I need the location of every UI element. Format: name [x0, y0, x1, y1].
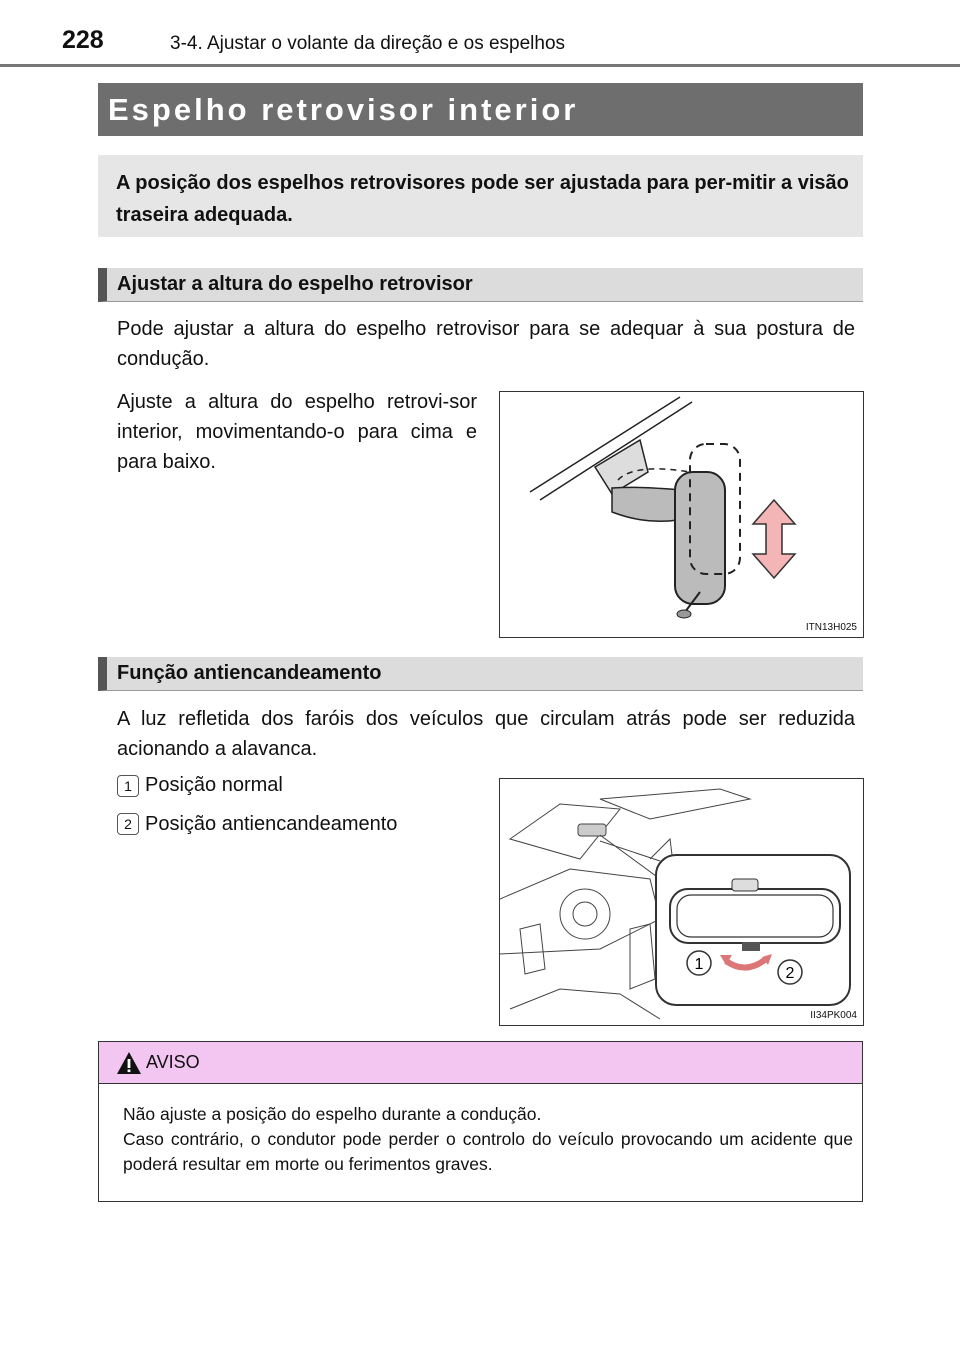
- list-item-number: 1: [117, 775, 139, 797]
- figure-code: II34PK004: [810, 1010, 857, 1021]
- warning-box: [98, 1041, 863, 1202]
- warning-line: Não ajuste a posição do espelho durante a condução.: [123, 1104, 542, 1124]
- mirror-height-figure: [499, 391, 864, 638]
- page-number: 228: [62, 26, 104, 54]
- section-height-instruction: Ajuste a altura do espelho retrovi-sor interior, movimentando-o para cima e para baixo.: [117, 391, 477, 473]
- section-antiglare-paragraph: A luz refletida dos faróis dos veículos que circulam atrás pode ser reduzida acionando a alavanca.: [117, 708, 855, 760]
- warning-line: Caso contrário, o condutor pode perder o controlo do veículo provocando um acidente que poderá resultar em morte ou ferimentos graves.: [123, 1129, 853, 1174]
- list-item-label: Posição normal: [145, 774, 283, 796]
- warning-text: [123, 1102, 853, 1177]
- section-height-paragraph: Pode ajustar a altura do espelho retrovisor para se adequar à sua postura de condução.: [117, 318, 855, 370]
- section-heading-height: [98, 268, 863, 302]
- page-title: Espelho retrovisor interior: [108, 92, 579, 127]
- intro-text: A posição dos espelhos retrovisores pode ser ajustada para per-mitir a visão traseira adequada.: [116, 172, 849, 226]
- intro-box: [98, 155, 863, 237]
- header-rule: [0, 64, 960, 67]
- warning-header: [99, 1042, 862, 1084]
- list-item-number: 2: [117, 813, 139, 835]
- section-heading-antiglare: [98, 657, 863, 691]
- warning-title: AVISO: [146, 1052, 200, 1072]
- section-heading-text: Ajustar a altura do espelho retrovisor: [117, 273, 473, 295]
- callout-2: 2: [785, 965, 795, 982]
- chapter-title: 3-4. Ajustar o volante da direção e os espelhos: [170, 33, 566, 54]
- warning-triangle-icon: [116, 1051, 142, 1075]
- figure-code: ITN13H025: [805, 622, 857, 633]
- car-interior-illustration: [500, 779, 863, 1025]
- list-item-label: Posição antiencandeamento: [145, 813, 398, 835]
- callout-1: 1: [694, 956, 704, 973]
- section-heading-text: Função antiencandeamento: [117, 662, 382, 684]
- antiglare-figure: [499, 778, 864, 1026]
- mirror-height-illustration: [500, 392, 863, 637]
- page-title-bar: [98, 83, 863, 136]
